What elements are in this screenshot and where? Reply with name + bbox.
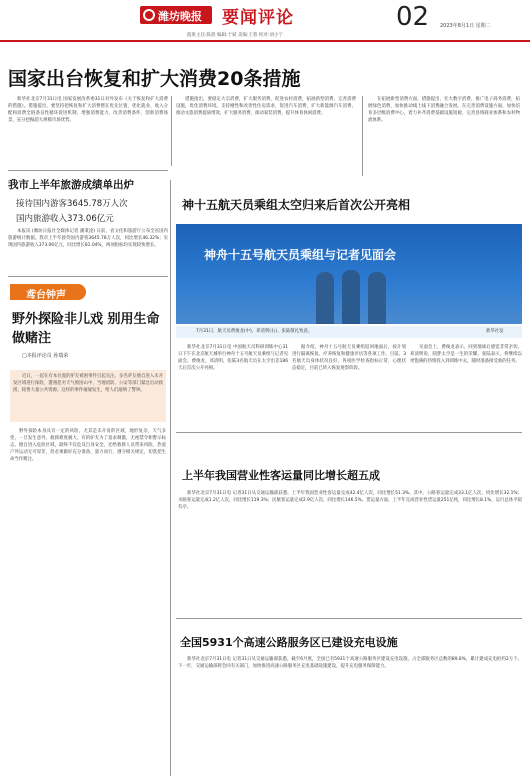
tourism-subheadline: 国内旅游收入373.06亿元 bbox=[16, 214, 114, 224]
charging-headline: 全国5931个高速公路服务区已建设充电设施 bbox=[180, 636, 398, 649]
masthead-rule bbox=[0, 40, 530, 42]
tourism-subheadline: 接待国内游客3645.78万人次 bbox=[16, 199, 128, 209]
tourism-body: 本报讯 (潍坊日报社全媒体记者 潘秉淦) 日前，省文化和旅游厅公布全省国内旅游统计数据。我市上半年接待国内游客3645.78万人次，同比增长46.32%；实现国内旅游收入373.06亿元，同比增长81.04%，两项指标均实现较快增长。 bbox=[8, 229, 168, 248]
page-number: 02 bbox=[396, 2, 430, 32]
column-lead-box: 近日，一起在有本位置的驴友被困事件引起关注。多名驴友擅自进入未开发区域进行探险，遭遇恶劣天气被困山中，当地消防、公安等部门紧急出动救援，耗费大量公共资源。这样的事件屡屡发生，给人们敲响了警钟。 bbox=[10, 370, 166, 422]
photo-credit: 新华社发 bbox=[486, 329, 504, 334]
charging-body: 新华社北京7月31日电 记者31日从交通运输部获悉，截至6月底，全国已有5931个高速公路服务区建设充电设施，占全部服务区总数的89.8%，累计建成充电桩约2万个。下一步，交通运输部将会同有关部门，加快推进高速公路服务区充电基础设施建设，提升充电服务保障能力。 bbox=[178, 657, 522, 669]
divider bbox=[8, 276, 168, 277]
space-column-3: 见面会上，费俊龙表示，回到地球后感觉非常亲切。邓清明说，圆梦太空是一生的荣耀。张陆表示，将继续以更饱满的热情投入到训练中去，随时准备接受新的任务。 bbox=[410, 345, 522, 364]
space-column-1: 新华社北京7月31日电 中国航天员科研训练中心31日下午在北京航天城举行神舟十五号航天员乘组与记者见面会。费俊龙、邓清明、张陆3名航天员在太空出差186天后首次公开亮相。 bbox=[178, 345, 288, 371]
column-headline: 野外探险非儿戏 别用生命做赌注 bbox=[12, 312, 160, 346]
tourism-headline: 我市上半年旅游成绩单出炉 bbox=[8, 179, 134, 191]
divider bbox=[176, 618, 522, 619]
section-title: 要闻评论 bbox=[222, 8, 294, 28]
astronaut-figure bbox=[316, 272, 334, 324]
cargo-column-1: 新华社北京7月31日电 记者31日从交通运输部获悉，上半年我国营业性客运量完成42.4亿人次，同比增长51.3%。其中，公路客运量完成33.1亿人次，同比增长32.1%；水路客运量完成1.2亿人次，同比增长119.3%；民航客运量完成2.9亿人次，同比增长146.5%。货运量方面，上半年完成营业性货运量251亿吨，同比增长8.1%，运行总体平稳有序。 bbox=[178, 491, 522, 510]
banner-text: 神舟十五号航天员乘组与记者见面会 bbox=[204, 248, 397, 262]
brand-name: 潍坊晚报 bbox=[158, 10, 202, 23]
astronaut-figure bbox=[342, 270, 360, 324]
masthead bbox=[0, 0, 530, 38]
divider bbox=[176, 432, 522, 433]
divider bbox=[8, 170, 168, 171]
divider bbox=[362, 96, 363, 176]
space-headline: 神十五航天员乘组太空归来后首次公开亮相 bbox=[182, 198, 411, 212]
lead-column-2: 措施指出，要稳定大宗消费，扩大服务消费，促进农村消费，拓展新型消费，完善消费设施，优化消费环境。支持刚性和改善性住房需求，促进汽车消费，扩大新能源汽车消费，推动文旅消费提质增效，扩大服务消费，推动家装消费，提升体育休闲消费。 bbox=[176, 97, 356, 116]
lead-column-3: 在拓展新型消费方面，措施提出，壮大数字消费，推广电子商务消费，拓展绿色消费，加快推动线上线下消费融合发展。在完善消费设施方面，加快培育多层级消费中心，着力补齐消费基础设施短板，完善县域商业体系和农村物流体系。 bbox=[368, 97, 520, 123]
space-column-2: 据介绍，神舟十五号航天员乘组返回地面后，按计划进行隔离恢复、疗养恢复和健康评估等各项工作。目前，3名航天员身体状况良好，各项医学检查指标正常，心理状态稳定，目前已转入恢复观察阶段。 bbox=[292, 345, 406, 371]
astronaut-figure bbox=[368, 272, 386, 324]
divider bbox=[171, 96, 172, 166]
column-tag-label: 鸢台钟声 bbox=[26, 290, 66, 301]
cargo-headline: 上半年我国营业性客运量同比增长超五成 bbox=[182, 469, 380, 482]
credits: 值班主任:陈晨 编辑:于斌 美编:王蓉 校对:刘小宁 bbox=[187, 33, 283, 38]
column-byline: □本报评论员 孙瑞荣 bbox=[22, 353, 69, 359]
issue-date: 2023年8月1日 星期二 bbox=[440, 23, 491, 29]
divider bbox=[170, 180, 171, 776]
column-body: 野外探险本身具有一定的风险，尤其是未开发的区域，地形复杂，天气多变，一旦发生意外，救援难度极大。有的驴友为了追求刺激，无视禁令和警示标志，擅自进入危险区域，最终不仅危及自身安全，还给救援人员带来风险。热爱户外运动无可厚非，但必须做好充分准备，量力而行，遵守相关规定，切莫把生命当作赌注。 bbox=[10, 429, 166, 462]
space-photo bbox=[176, 224, 522, 324]
brand-emblem-icon bbox=[143, 9, 155, 21]
lead-column-1: 新华社北京7月31日电 国家发展改革委31日对外发布《关于恢复和扩大消费的措施》。措施提出，要坚持把恢复和扩大消费摆在优先位置，优化就业、收入分配和消费全链条良性循环促进机制，增强消费能力，改善消费条件，创新消费场景，充分挖掘超大规模市场优势。 bbox=[8, 97, 168, 123]
photo-caption: 7月31日，航天员费俊龙(中)、邓清明(右)、张陆敬礼致意。 bbox=[196, 329, 313, 334]
lead-headline: 国家出台恢复和扩大消费20条措施 bbox=[8, 68, 301, 90]
